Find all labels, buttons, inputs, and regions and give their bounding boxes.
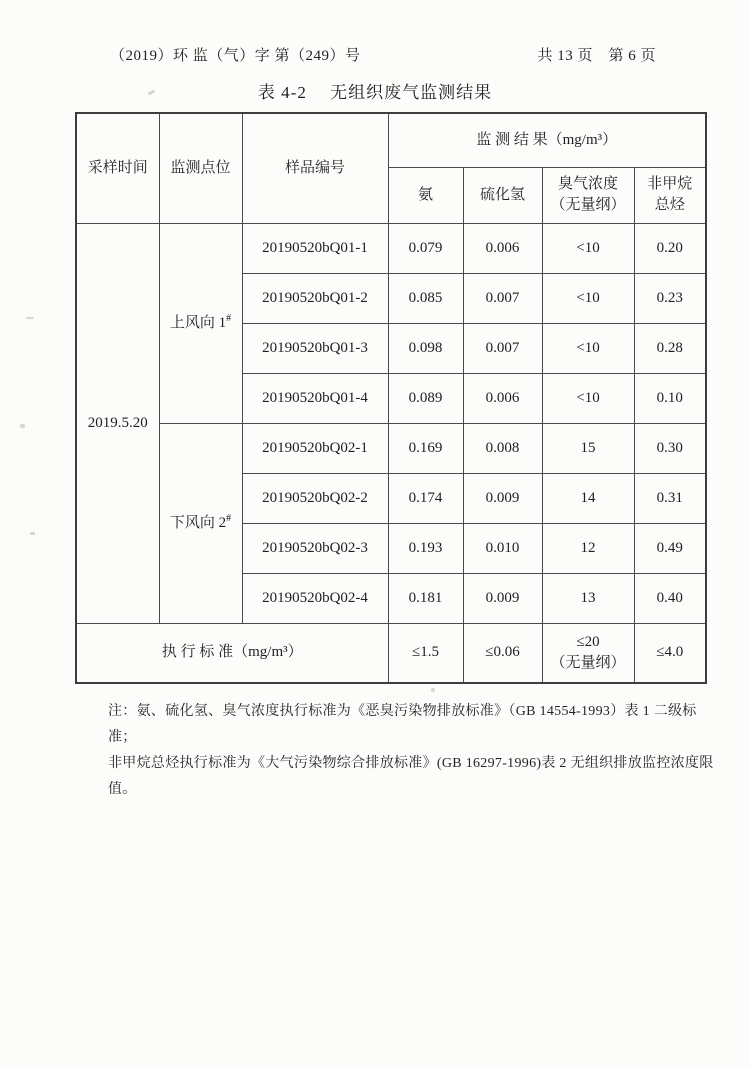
cell-h2s: 0.006 [463, 373, 542, 423]
cell-odor: <10 [542, 273, 634, 323]
footnote [108, 699, 716, 803]
document-header [110, 44, 656, 65]
scan-artifact [26, 317, 34, 319]
cell-odor: 14 [542, 473, 634, 523]
cell-h2s: 0.007 [463, 273, 542, 323]
cell-ammonia: 0.174 [388, 473, 463, 523]
cell-standard-h2s: ≤0.06 [463, 623, 542, 683]
table-title: 表 4-2 无组织废气监测结果 [257, 83, 493, 102]
cell-sample-id: 20190520bQ02-4 [242, 573, 388, 623]
cell-h2s: 0.010 [463, 523, 542, 573]
header-nmhc: 非甲烷 总烃 [634, 167, 706, 223]
cell-sampling-time: 2019.5.20 [76, 223, 159, 623]
cell-h2s: 0.007 [463, 323, 542, 373]
cell-h2s: 0.006 [463, 223, 542, 273]
cell-odor: 15 [542, 423, 634, 473]
scan-artifact [30, 532, 35, 535]
cell-odor: <10 [542, 373, 634, 423]
cell-sample-id: 20190520bQ01-2 [242, 273, 388, 323]
cell-standard-label: 执 行 标 准（mg/m³） [76, 623, 388, 683]
cell-odor: <10 [542, 323, 634, 373]
header-ammonia: 氨 [388, 167, 463, 223]
cell-odor: 13 [542, 573, 634, 623]
cell-point-upwind: 上风向 1# [159, 223, 242, 423]
cell-sample-id: 20190520bQ01-4 [242, 373, 388, 423]
cell-standard-ammonia: ≤1.5 [388, 623, 463, 683]
cell-sample-id: 20190520bQ01-3 [242, 323, 388, 373]
cell-point-downwind: 下风向 2# [159, 423, 242, 623]
header-odor-concentration: 臭气浓度 （无量纲） [542, 167, 634, 223]
scan-artifact [20, 423, 26, 428]
cell-nmhc: 0.40 [634, 573, 706, 623]
table-row [76, 223, 706, 273]
footnote-line-2: 非甲烷总烃执行标准为《大气污染物综合排放标准》(GB 16297-1996)表 2 无组织排放监控浓度限值。 [108, 756, 714, 797]
cell-nmhc: 0.30 [634, 423, 706, 473]
cell-sample-id: 20190520bQ02-1 [242, 423, 388, 473]
cell-nmhc: 0.23 [634, 273, 706, 323]
cell-nmhc: 0.49 [634, 523, 706, 573]
doc-number: （2019）环 监（气）字 第（249）号 [110, 48, 361, 64]
cell-ammonia: 0.098 [388, 323, 463, 373]
cell-odor: <10 [542, 223, 634, 273]
cell-h2s: 0.009 [463, 473, 542, 523]
cell-h2s: 0.009 [463, 573, 542, 623]
cell-sample-id: 20190520bQ01-1 [242, 223, 388, 273]
cell-sample-id: 20190520bQ02-3 [242, 523, 388, 573]
monitoring-results-table [75, 112, 707, 684]
cell-ammonia: 0.089 [388, 373, 463, 423]
header-hydrogen-sulfide: 硫化氢 [463, 167, 542, 223]
cell-ammonia: 0.181 [388, 573, 463, 623]
table-row [76, 423, 706, 473]
cell-nmhc: 0.28 [634, 323, 706, 373]
cell-odor: 12 [542, 523, 634, 573]
cell-ammonia: 0.193 [388, 523, 463, 573]
cell-standard-odor: ≤20 （无量纲） [542, 623, 634, 683]
cell-nmhc: 0.31 [634, 473, 706, 523]
header-monitoring-point: 监测点位 [159, 113, 242, 223]
header-results-group: 监 测 结 果（mg/m³） [388, 113, 706, 167]
cell-h2s: 0.008 [463, 423, 542, 473]
cell-nmhc: 0.20 [634, 223, 706, 273]
table-header-row-top [76, 113, 706, 167]
cell-standard-nmhc: ≤4.0 [634, 623, 706, 683]
header-sample-id: 样品编号 [242, 113, 388, 223]
scan-artifact [431, 688, 435, 692]
cell-ammonia: 0.169 [388, 423, 463, 473]
cell-sample-id: 20190520bQ02-2 [242, 473, 388, 523]
page-number-info: 共 13 页 第 6 页 [537, 48, 656, 64]
header-sampling-time: 采样时间 [76, 113, 159, 223]
footnote-line-1: 注：氨、硫化氢、臭气浓度执行标准为《恶臭污染物排放标准》（GB 14554-1993）表 1 二级标准； [108, 704, 697, 745]
cell-nmhc: 0.10 [634, 373, 706, 423]
cell-ammonia: 0.085 [388, 273, 463, 323]
cell-ammonia: 0.079 [388, 223, 463, 273]
standard-limit-row [76, 623, 706, 683]
